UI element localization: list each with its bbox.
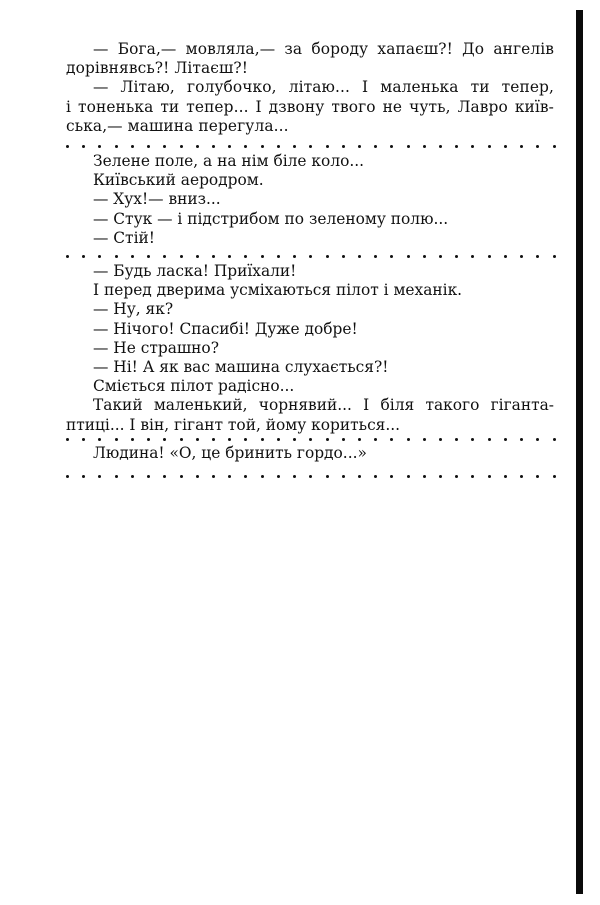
text-line: — Нічого! Спасибі! Дуже добре! bbox=[93, 319, 358, 338]
paragraph-3 bbox=[66, 262, 554, 435]
text-line: Такий маленький, чорнявий... І біля такого гіганта- bbox=[93, 396, 554, 415]
text-line: І перед дверима усміхаються пілот і механік. bbox=[93, 281, 463, 300]
text-line: Київський аеродром. bbox=[93, 171, 264, 190]
paragraph-1 bbox=[66, 40, 554, 136]
dotted-separator bbox=[66, 143, 556, 149]
text-line: — Ні! А як вас машина слухається?! bbox=[93, 358, 389, 377]
text-line: птиці... І він, гігант той, йому кориться... bbox=[66, 415, 401, 434]
dotted-separator bbox=[66, 473, 556, 479]
text-line: — Будь ласка! Приїхали! bbox=[93, 262, 297, 280]
dotted-separator bbox=[66, 253, 556, 259]
text-line: — Хух!— вниз... bbox=[93, 190, 221, 209]
text-line: Сміється пілот радісно... bbox=[93, 377, 295, 396]
paragraph-2 bbox=[66, 152, 554, 248]
text-line: — Стук — і підстрибом по зеленому полю... bbox=[93, 209, 449, 228]
text-line: Людина! «О, це бринить гордо...» bbox=[93, 444, 367, 462]
text-line: — Ну, як? bbox=[93, 300, 174, 319]
text-line: Зелене поле, а на нім біле коло... bbox=[93, 152, 365, 170]
paragraph-4 bbox=[66, 444, 554, 463]
text-line: — Не страшно? bbox=[93, 338, 219, 357]
text-line: і тоненька ти тепер... І дзвону твого не чуть, Лавро київ- bbox=[66, 97, 554, 116]
text-line: дорівнявсь?! Літаєш?! bbox=[66, 59, 249, 78]
page-edge-bar bbox=[576, 10, 583, 894]
text-line: ська,— машина перегула... bbox=[66, 116, 289, 135]
text-line: — Бога,— мовляла,— за бороду хапаєш?! До ангелів bbox=[93, 40, 554, 58]
dotted-separator bbox=[66, 436, 556, 442]
text-line: — Стій! bbox=[93, 228, 155, 247]
text-line: — Літаю, голубочко, літаю... І маленька ти тепер, bbox=[93, 78, 554, 97]
